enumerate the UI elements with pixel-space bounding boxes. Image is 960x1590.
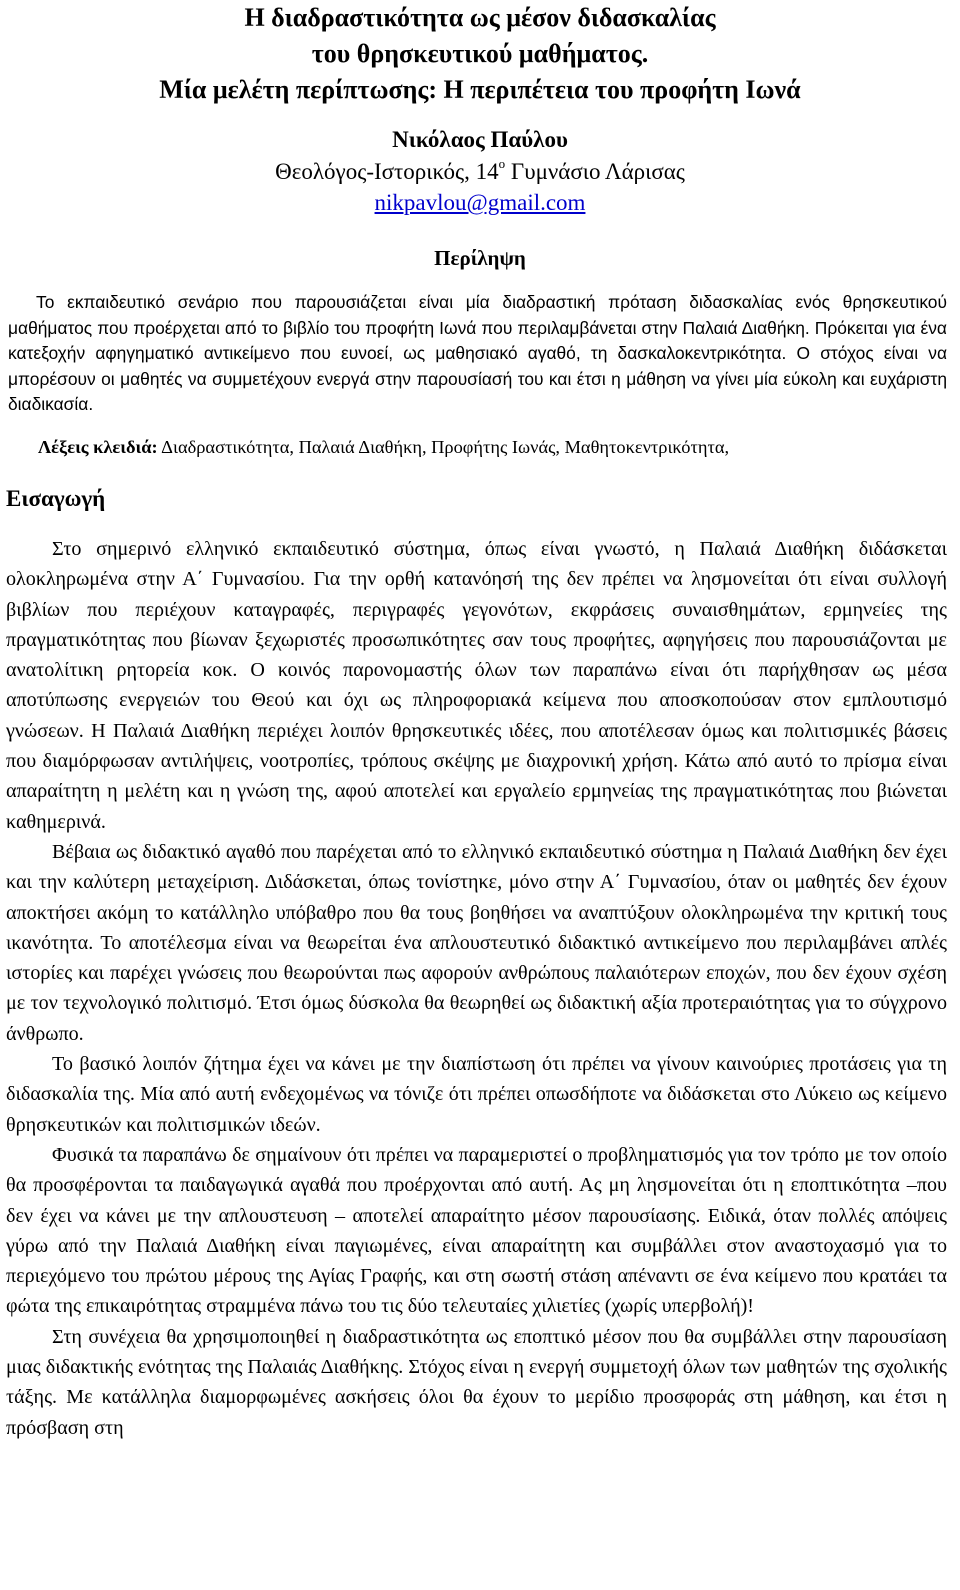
keywords-label: Λέξεις κλειδιά:: [38, 436, 158, 457]
author-affiliation: [0, 156, 960, 188]
abstract-heading: Περίληψη: [434, 246, 526, 270]
abstract-text: Το εκπαιδευτικό σενάριο που παρουσιάζεται είναι μία διαδραστική πρόταση διδασκαλίας ενός θρησκευτικού μαθήματος που προέρχεται από το βιβλίο του προφήτη Ιωνά που περιλαμβάνεται στην Παλαιά Διαθήκη. Πρόκειται για ένα κατεξοχήν αφηγηματικό αντικείμενο που ευνοεί, ως μαθησιακό αγαθό, τη δασκαλοκεντρικότητα. Ο στόχος είναι να μπορέσουν οι μαθητές να συμμετέχουν ενεργά στην παρουσίασή του και έτσι η μάθηση να γίνει μία εύκολη και ευχάριστη διαδικασία.: [8, 292, 947, 415]
introduction-body: [6, 534, 947, 1443]
title-line-1: Η διαδραστικότητα ως μέσον διδασκαλίας: [244, 3, 716, 32]
paragraph: Στη συνέχεια θα χρησιμοποιηθεί η διαδραστικότητα ως εποπτικό μέσον που θα συμβάλλει στην παρουσίαση μιας διδακτικής ενότητας της Παλαιάς Διαθήκης. Στόχος είναι η ενεργή συμμετοχή όλων των μαθητών της σχολικής τάξης. Με κατάλληλα διαμορφωμένες ασκήσεις όλοι θα έχουν το μερίδιο προσφοράς στη μάθηση, και έτσι η πρόσβαση στη: [6, 1325, 947, 1439]
paragraph: Στο σημερινό ελληνικό εκπαιδευτικό σύστημα, όπως είναι γνωστό, η Παλαιά Διαθήκη διδάσκεται ολοκληρωμένα στην Α΄ Γυμνασίου. Για την ορθή κατανόησή της δεν πρέπει να λησμονείται ότι είναι συλλογή βιβλίων που περιέχουν καταγραφές, περιγραφές γεγονότων, εκφράσεις συναισθημάτων, ερμηνείες της πραγματικότητας που βίωναν ξεχωριστές προσωπικότητες σαν τους προφήτες, αφηγήσεις που παρουσιάζονται με ανατολίτικη ρητορεία κοκ. Ο κοινός παρονομαστής όλων των παραπάνω είναι ότι παρήχθησαν ως μέσα αποτύπωσης ενεργειών του Θεού και όχι ως πληροφοριακά κείμενα που αποσκοπούσαν στον εμπλουτισμό γνώσεων. Η Παλαιά Διαθήκη περιέχει λοιπόν θρησκευτικές ιδέες, που αποτέλεσαν όμως και πολιτισμικές βάσεις που διαμόρφωσαν αντιλήψεις, νοοτροπίες, τρόπους σκέψης με διαχρονική χρήση. Κάτω από αυτό το πρίσμα είναι απαραίτητη η μελέτη και η γνώση της, αφού αποτελεί και εργαλείο ερμηνείας της πραγματικότητας που βιώνεται καθημερινά.: [6, 537, 947, 833]
affiliation-text: Θεολόγος-Ιστορικός, 14: [275, 159, 499, 184]
author-email-link[interactable]: nikpavlou@gmail.com: [374, 190, 586, 215]
title-line-3: Μία μελέτη περίπτωσης: Η περιπέτεια του προφήτη Ιωνά: [159, 75, 801, 104]
keywords: [38, 434, 960, 460]
paragraph: Βέβαια ως διδακτικό αγαθό που παρέχεται από το ελληνικό εκπαιδευτικό σύστημα η Παλαιά Διαθήκη δεν έχει και την καλύτερη μεταχείριση. Διδάσκεται, όπως τονίστηκε, μόνο στην Α΄ Γυμνασίου, όταν οι μαθητές δεν έχουν αποκτήσει ακόμη το κατάλληλο υπόβαθρο που θα τους βοηθήσει να αναπτύξουν ολοκληρωμένα την κριτική τους ικανότητα. Το αποτέλεσμα είναι να θεωρείται ένα απλουστευτικό διδακτικό αντικείμενο που περιλαμβάνει απλές ιστορίες και παρέχει γνώσεις που θεωρούνται πως αφορούν ανθρώπους παλαιότερων εποχών, που δεν έχουν σχέση με τον τεχνολογικό πολιτισμό. Έτσι όμως δύσκολα θα θεωρηθεί ως διδακτική αξία προτεραιότητας για το σύγχρονο άνθρωπο.: [6, 840, 947, 1045]
paragraph: Φυσικά τα παραπάνω δε σημαίνουν ότι πρέπει να παραμεριστεί ο προβληματισμός για τον τρόπο με τον οποίο θα προσφέρονται τα παιδαγωγικά αγαθά που προέρχονται από αυτή. Ας μη λησμονείται ότι η εποπτικότητα –που δεν έχει να κάνει με την απλουστευση – αποτελεί απαραίτητο μέσον παρουσίασης. Ειδικά, όταν πολλές απόψεις γύρω από την Παλαιά Διαθήκη είναι παγιωμένες, είναι απαραίτητη και συμβάλλει στον αναστοχασμό για το περιεχόμενο του πρώτου μέρους της Αγίας Γραφής, και στη σωστή στάση απέναντι σε ένα κείμενο που κρατάει τα φώτα της επικαιρότητας στραμμένα πάνω του τις δύο τελευταίες χιλιετίες (χωρίς υπερβολή)!: [6, 1143, 947, 1318]
keywords-list: Διαδραστικότητα, Παλαιά Διαθήκη, Προφήτης Ιωνάς, Μαθητοκεντρικότητα,: [157, 436, 730, 457]
affiliation-school: Γυμνάσιο Λάρισας: [505, 159, 685, 184]
section-heading-introduction: Εισαγωγή: [6, 485, 106, 511]
affiliation-ordinal: ο: [498, 156, 506, 172]
title-line-2: του θρησκευτικού μαθήματος.: [311, 39, 649, 68]
paper-title: [0, 0, 960, 108]
paragraph: Το βασικό λοιπόν ζήτημα έχει να κάνει με την διαπίστωση ότι πρέπει να γίνουν καινούριες προτάσεις για τη διδασκαλία της. Μία από αυτή ενδεχομένως να τόνιζε ότι πρέπει οπωσδήποτε να διδάσκεται στο Λύκειο ως κείμενο θρησκευτικών και πολιτισμικών ιδεών.: [6, 1053, 947, 1136]
author-block: [0, 124, 960, 218]
author-name: Νικόλαος Παύλου: [392, 127, 568, 152]
